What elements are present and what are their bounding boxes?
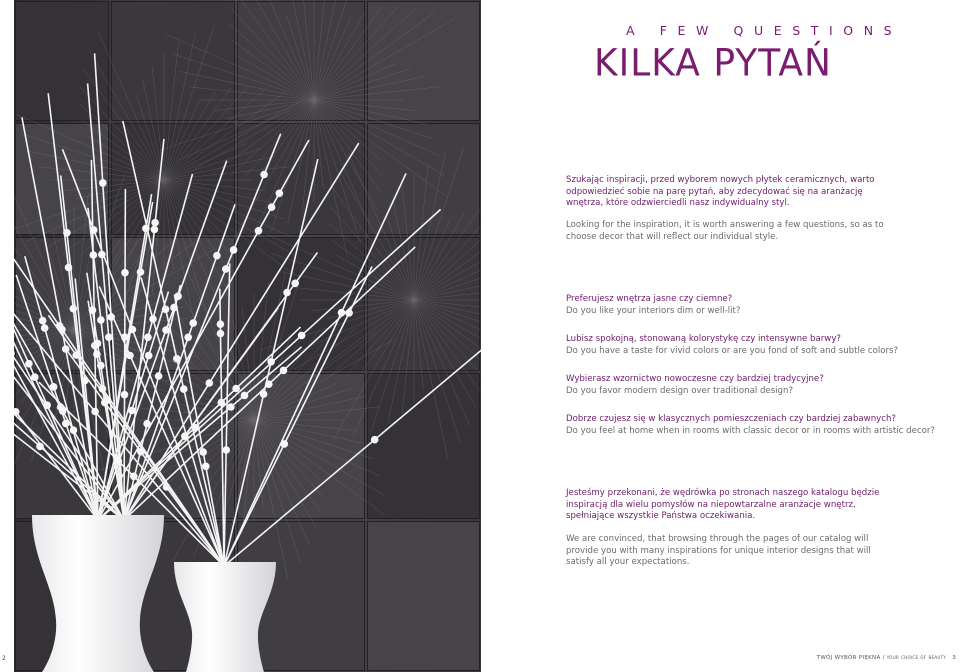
intro-pl: Szukając inspiracji, przed wyborem nowych płytek ceramicznych, warto odpowiedzieć sobie na parę pytań, aby zdecydować się na aranżację wnętrza, które odzwierciedli nasz indywidualny styl. (566, 175, 875, 208)
closing-en: We are convinced, that browsing through the pages of our catalog will provide you with many inspirations for unique interior designs that will satisfy all your expectations. (566, 534, 871, 567)
branch-bead (145, 352, 153, 360)
branch-bead (291, 280, 299, 288)
branch-bead (70, 305, 78, 313)
wall-tile (368, 2, 480, 121)
branch-bead (121, 269, 129, 277)
branch-bead (241, 392, 249, 400)
branch-bead (155, 372, 163, 380)
branch-bead (199, 448, 207, 456)
page-number-left: 2 (2, 655, 6, 662)
branch-bead (371, 436, 379, 444)
branch-bead (222, 446, 230, 454)
branch-bead (39, 317, 47, 325)
intro-en: Looking for the inspiration, it is worth answering a few questions, so as to choose decor that will reflect our individual style. (566, 220, 884, 242)
branch-bead (65, 264, 73, 272)
branch-bead (130, 473, 138, 481)
branch-bead (227, 403, 235, 411)
branch-bead (126, 352, 134, 360)
branch-bead (217, 330, 225, 338)
branch-bead (268, 203, 276, 211)
question-pl: Lubisz spokojną, stonowaną kolorystykę czy intensywne barwy? (566, 334, 841, 344)
branch-bead (151, 219, 159, 227)
branch-bead (72, 351, 80, 359)
branch-bead (162, 306, 170, 314)
question-pl: Preferujesz wnętrza jasne czy ciemne? (566, 294, 733, 304)
branch-bead (276, 190, 284, 198)
question-en: Do you like your interiors dim or well-lit? (566, 305, 741, 316)
branch-bead (94, 340, 102, 348)
question-en: Do you have a taste for vivid colors or are you fond of soft and subtle colors? (566, 345, 899, 356)
question-pl: Wybierasz wzornictwo nowoczesne czy bardziej tradycyjne? (566, 374, 824, 384)
branch-bead (280, 367, 288, 375)
branch-bead (217, 320, 225, 328)
question-1 (566, 294, 906, 317)
wall-tile (368, 374, 480, 519)
wall-tile (368, 238, 480, 371)
page-title: KILKA PYTAŃ (594, 42, 832, 86)
question-en: Do you feel at home when in rooms with classic decor or in rooms with artistic decor? (566, 425, 935, 436)
closing-pl: Jesteśmy przekonani, że wędrówka po stronach naszego katalogu będzie inspiracją dla wielu pomysłów na niepowtarzalne aranżacje wnętrz, spełniające wszystkie Państwa oczekiwania. (566, 488, 880, 521)
interior-photo (14, 0, 481, 672)
branch-bead (129, 326, 137, 334)
branch-bead (99, 179, 107, 187)
branch-bead (144, 334, 152, 342)
branch-bead (90, 226, 98, 234)
branch-bead (213, 252, 221, 260)
wall-tile (112, 2, 235, 121)
branch-bead (70, 426, 78, 434)
wall-tile (368, 124, 480, 235)
section-kicker: A FEW QUESTIONS (626, 23, 903, 38)
branch-bead (232, 385, 240, 393)
branch-bead (189, 319, 197, 327)
footer (817, 655, 956, 661)
branch-bead (97, 316, 105, 324)
branch-bead (180, 385, 188, 393)
question-3 (566, 374, 906, 397)
branch-bead (283, 289, 291, 297)
branch-bead (104, 396, 112, 404)
branch-bead (25, 360, 33, 368)
page-number-right: 3 (952, 655, 956, 661)
branch-bead (267, 358, 275, 366)
branch-bead (41, 324, 49, 332)
branch-bead (91, 408, 99, 416)
question-en: Do you favor modern design over traditional design? (566, 385, 794, 396)
branch-bead (143, 420, 151, 428)
branch-bead (184, 334, 192, 342)
question-2 (566, 334, 906, 357)
branch-bead (202, 463, 210, 471)
branch-bead (260, 390, 268, 398)
branch-bead (345, 309, 353, 317)
branch-bead (173, 355, 181, 363)
vases-with-white-branches-image (14, 0, 481, 672)
branch-bead (90, 251, 98, 259)
text-page (481, 0, 960, 672)
question-pl: Dobrze czujesz się w klasycznych pomieszczeniach czy bardziej zabawnych? (566, 414, 896, 424)
branch-bead (206, 379, 214, 387)
footer-tagline: TWÓJ WYBÓR PIĘKNA / your choice of beauty (816, 655, 947, 661)
branch-bead (230, 246, 238, 254)
question-4 (566, 414, 935, 437)
branch-bead (36, 443, 44, 451)
branch-bead (222, 265, 230, 273)
branch-bead (149, 315, 157, 323)
branch-bead (151, 226, 159, 234)
branch-bead (115, 457, 123, 465)
branch-bead (338, 309, 346, 317)
wall-tile (368, 522, 480, 671)
branch-bead (97, 362, 105, 370)
branch-bead (255, 227, 263, 235)
branch-bead (298, 332, 306, 340)
branch-bead (89, 306, 97, 314)
branch-bead (121, 391, 129, 399)
branch-bead (260, 171, 268, 179)
branch-bead (105, 333, 113, 341)
